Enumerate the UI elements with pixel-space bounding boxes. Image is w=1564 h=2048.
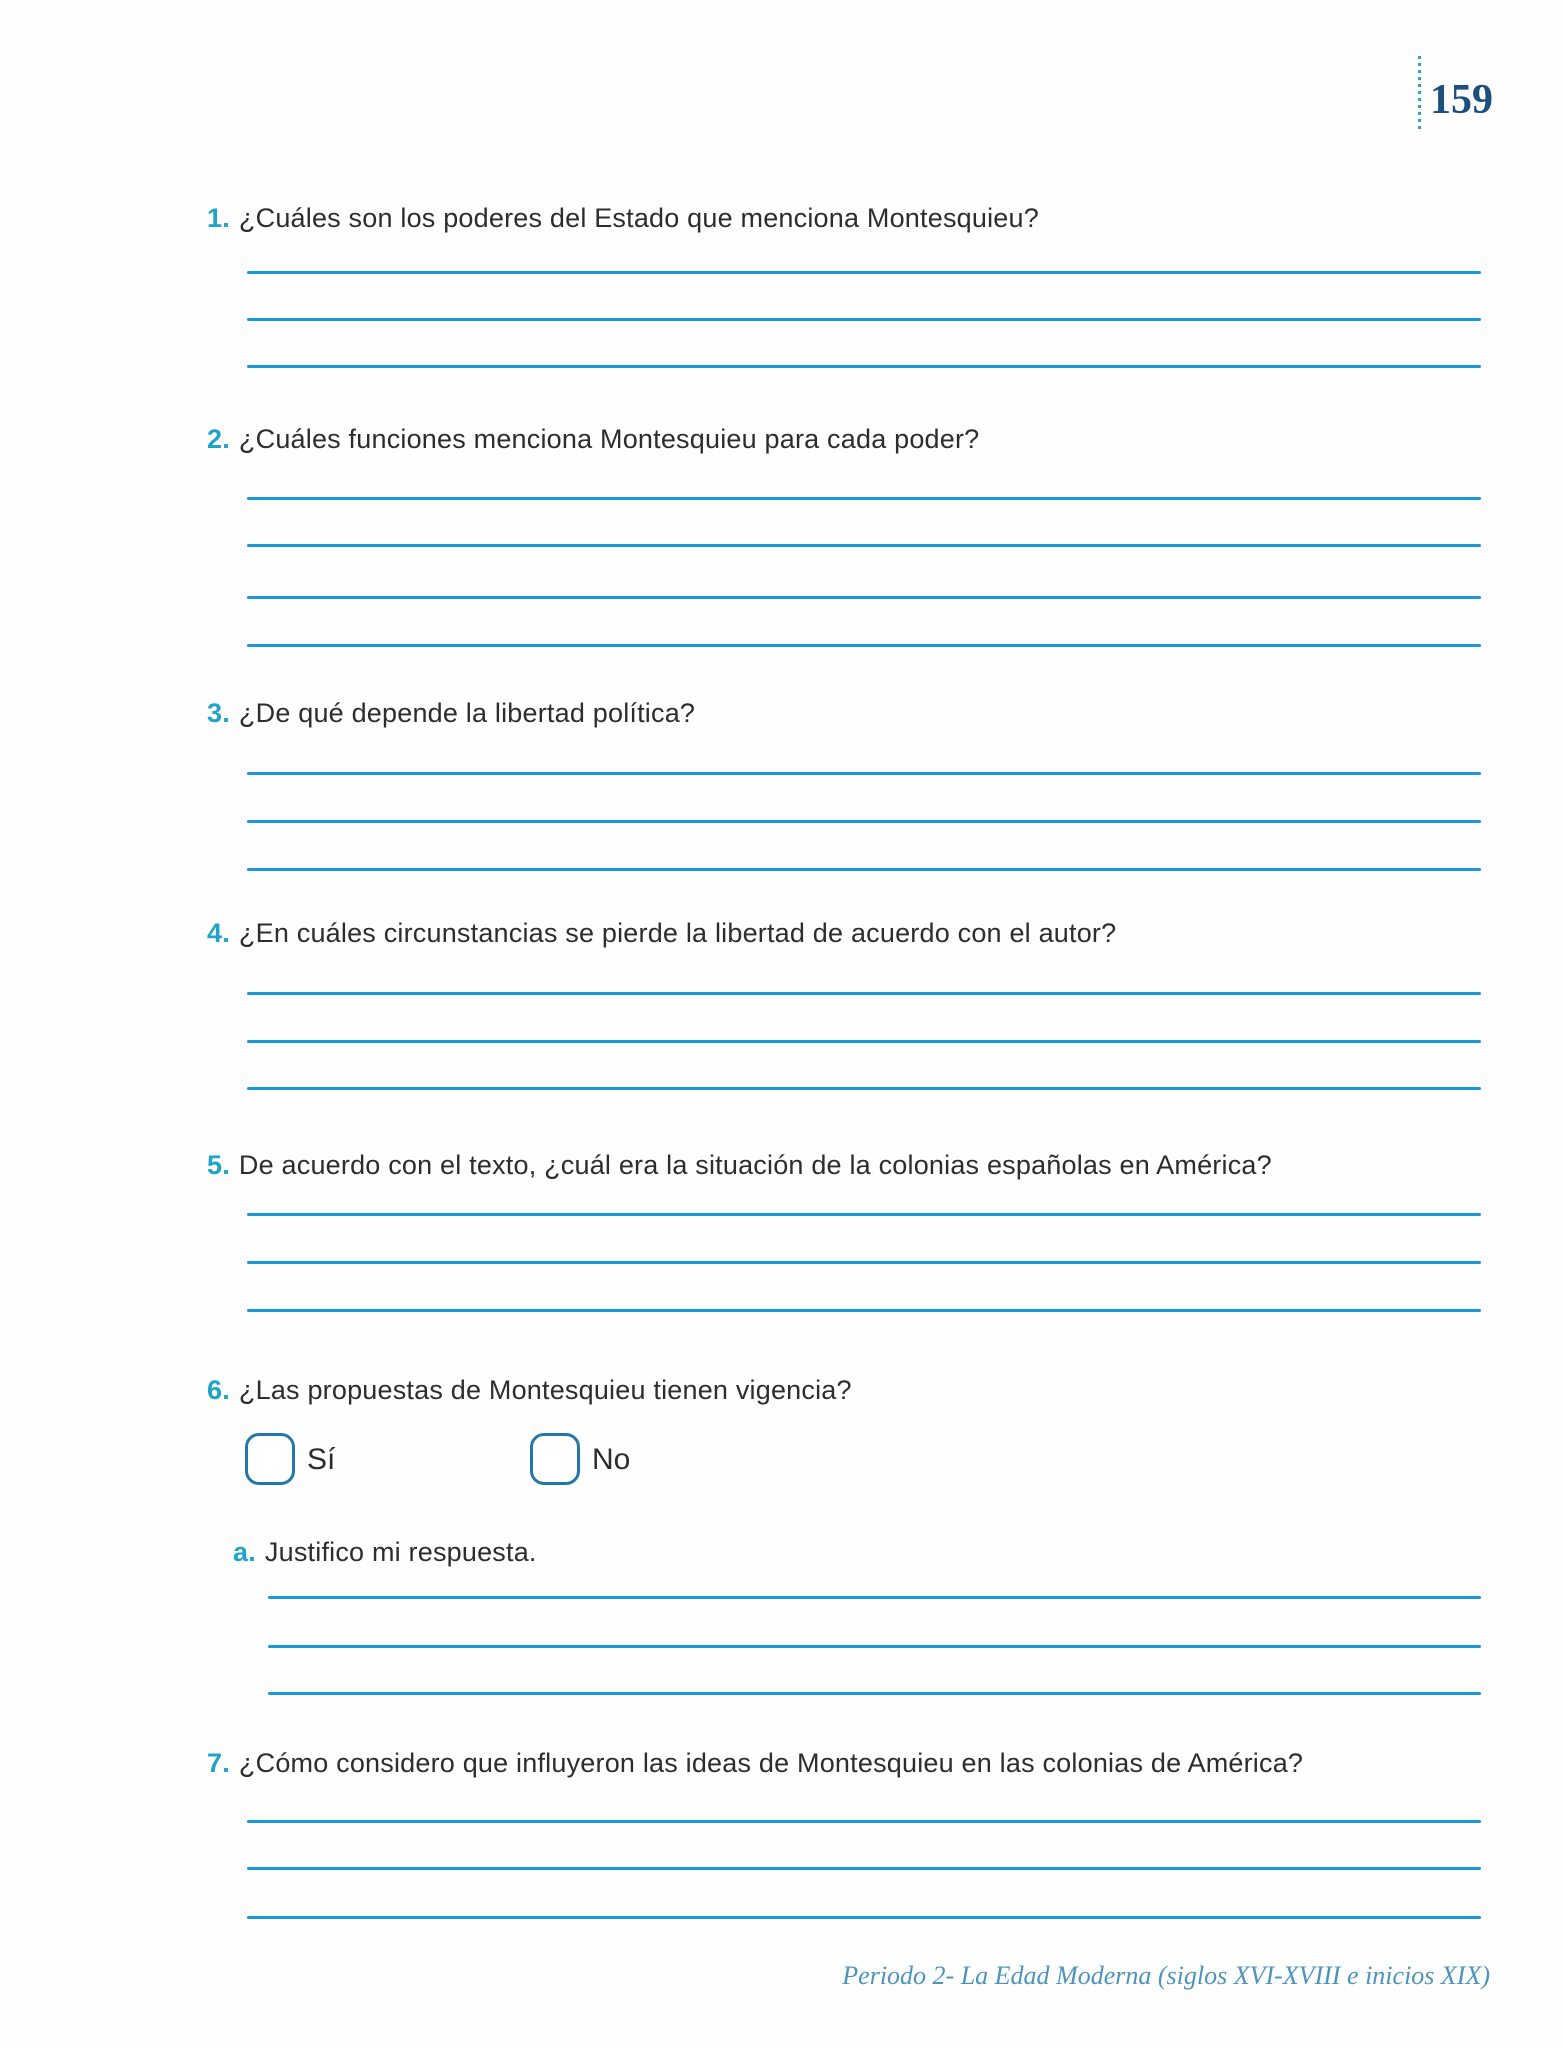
- answer-line[interactable]: [247, 772, 1481, 775]
- answer-line[interactable]: [247, 1261, 1481, 1264]
- question-6: [207, 1375, 852, 1406]
- answer-line[interactable]: [268, 1645, 1481, 1648]
- question-7: [207, 1748, 1303, 1779]
- answer-line[interactable]: [247, 644, 1481, 647]
- answer-line[interactable]: [247, 820, 1481, 823]
- question-3-text: ¿De qué depende la libertad política?: [238, 698, 696, 728]
- question-1-text: ¿Cuáles son los poderes del Estado que menciona Montesquieu?: [238, 203, 1039, 233]
- answer-line[interactable]: [247, 365, 1481, 368]
- question-1: [207, 203, 1039, 234]
- answer-line[interactable]: [247, 318, 1481, 321]
- no-checkbox-label: No: [592, 1443, 631, 1476]
- answer-line[interactable]: [247, 596, 1481, 599]
- question-7-number: 7.: [207, 1748, 230, 1778]
- question-5-text: De acuerdo con el texto, ¿cuál era la situación de la colonias españolas en América?: [238, 1150, 1272, 1180]
- question-5: [207, 1150, 1272, 1181]
- answer-line[interactable]: [247, 1916, 1481, 1919]
- question-2-number: 2.: [207, 424, 230, 454]
- question-6a-text: Justifico mi respuesta.: [264, 1537, 537, 1567]
- footer-chapter-label: Periodo 2- La Edad Moderna (siglos XVI-XVIII e inicios XIX): [842, 1961, 1490, 1990]
- question-2: [207, 424, 979, 455]
- answer-line[interactable]: [247, 992, 1481, 995]
- no-checkbox[interactable]: [530, 1433, 580, 1485]
- question-1-number: 1.: [207, 203, 230, 233]
- question-6a-letter: a.: [233, 1537, 256, 1567]
- answer-line[interactable]: [247, 1040, 1481, 1043]
- question-4: [207, 918, 1116, 949]
- answer-line[interactable]: [247, 1309, 1481, 1312]
- answer-line[interactable]: [247, 271, 1481, 274]
- question-6-text: ¿Las propuestas de Montesquieu tienen vigencia?: [238, 1375, 852, 1405]
- question-4-text: ¿En cuáles circunstancias se pierde la libertad de acuerdo con el autor?: [238, 918, 1117, 948]
- question-6a: [233, 1537, 537, 1568]
- answer-line[interactable]: [247, 497, 1481, 500]
- yes-checkbox[interactable]: [245, 1433, 295, 1485]
- answer-line[interactable]: [247, 1820, 1481, 1823]
- page-number-dotted-rule: [1418, 56, 1421, 130]
- answer-line[interactable]: [247, 1087, 1481, 1090]
- question-3: [207, 698, 695, 729]
- answer-line[interactable]: [268, 1692, 1481, 1695]
- question-4-number: 4.: [207, 918, 230, 948]
- question-6-number: 6.: [207, 1375, 230, 1405]
- yes-checkbox-label: Sí: [307, 1443, 336, 1476]
- answer-line[interactable]: [247, 1867, 1481, 1870]
- answer-line[interactable]: [247, 868, 1481, 871]
- question-2-text: ¿Cuáles funciones menciona Montesquieu para cada poder?: [238, 424, 980, 454]
- question-3-number: 3.: [207, 698, 230, 728]
- page-number: 159: [1430, 77, 1493, 123]
- answer-line[interactable]: [247, 1213, 1481, 1216]
- question-5-number: 5.: [207, 1150, 230, 1180]
- question-7-text: ¿Cómo considero que influyeron las ideas de Montesquieu en las colonias de América?: [238, 1748, 1304, 1778]
- answer-line[interactable]: [268, 1596, 1481, 1599]
- answer-line[interactable]: [247, 544, 1481, 547]
